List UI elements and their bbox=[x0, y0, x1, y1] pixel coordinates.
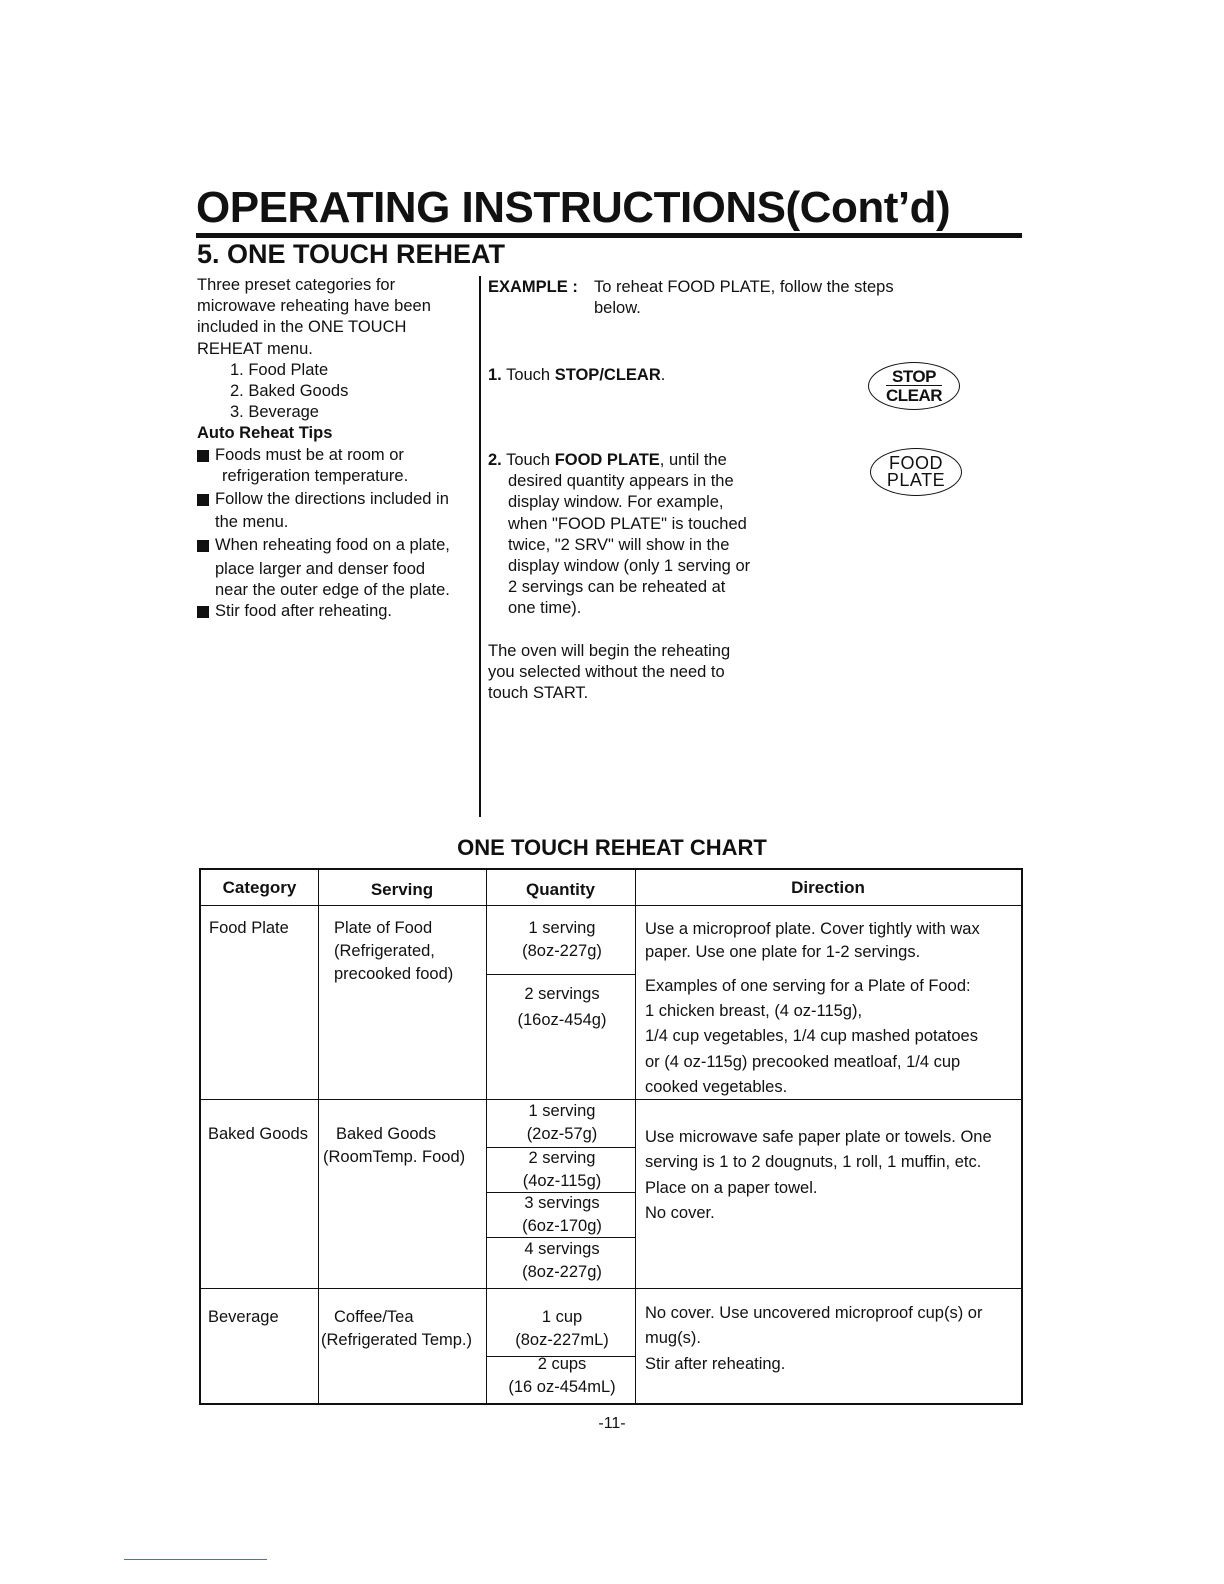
tip-item bbox=[197, 445, 475, 487]
reheat-chart-table bbox=[199, 868, 1023, 1405]
footer-rule bbox=[124, 1559, 267, 1560]
tip-item bbox=[197, 489, 475, 533]
quantity-cell: 2 serving (4oz-115g) bbox=[522, 1149, 602, 1190]
category-baked-goods: Baked Goods bbox=[208, 1125, 308, 1143]
direction-cell: Use a microproof plate. Cover tightly with wax paper. Use one plate for 1-2 servings. bbox=[645, 920, 980, 961]
serving-cell: Plate of Food (Refrigerated, precooked food) bbox=[334, 919, 454, 983]
tip-line: place larger and denser food bbox=[215, 559, 426, 578]
tip-line: Follow the directions included in bbox=[215, 490, 449, 509]
header-quantity: Quantity bbox=[526, 880, 595, 899]
key-label: CLEAR bbox=[885, 386, 943, 405]
step-line: one time). bbox=[508, 599, 582, 618]
step-line: desired quantity appears in the bbox=[508, 472, 734, 491]
step-line: display window (only 1 serving or bbox=[508, 557, 751, 576]
table-divider bbox=[486, 974, 635, 975]
closing-note bbox=[488, 641, 730, 705]
quantity-cell: 4 servings (8oz-227g) bbox=[522, 1240, 602, 1281]
step-key-name: FOOD PLATE bbox=[554, 451, 660, 469]
food-plate-key bbox=[870, 448, 962, 496]
step-text: Touch bbox=[506, 366, 555, 384]
column-divider bbox=[479, 276, 481, 817]
step-line: display window. For example, bbox=[508, 493, 724, 512]
closing-line: touch START. bbox=[488, 684, 589, 703]
category-food-plate: Food Plate bbox=[209, 919, 289, 937]
quantity-cell: 2 servings (16oz-454g) bbox=[517, 985, 607, 1029]
bullet-square-icon bbox=[197, 606, 209, 618]
step-2 bbox=[488, 450, 750, 620]
key-label: PLATE bbox=[886, 470, 946, 490]
bullet-square-icon bbox=[197, 540, 209, 552]
category-item: 2. Baked Goods bbox=[230, 382, 349, 401]
example-line: To reheat FOOD PLATE, follow the steps bbox=[594, 278, 894, 296]
header-category: Category bbox=[222, 878, 297, 897]
step-text: Touch bbox=[506, 451, 555, 469]
tip-line: the menu. bbox=[215, 513, 289, 532]
example-label: EXAMPLE : bbox=[488, 278, 578, 296]
serving-cell: Coffee/Tea (Refrigerated Temp.) bbox=[321, 1308, 473, 1349]
chart-title: ONE TOUCH REHEAT CHART bbox=[457, 835, 767, 860]
quantity-cell: 3 servings (6oz-170g) bbox=[522, 1194, 602, 1235]
tip-line: When reheating food on a plate, bbox=[215, 536, 450, 555]
stop-clear-key bbox=[868, 362, 960, 410]
tips-heading: Auto Reheat Tips bbox=[197, 424, 333, 443]
direction-cell: No cover. Use uncovered microproof cup(s) or mug(s). Stir after reheating. bbox=[645, 1304, 983, 1373]
step-key-name: STOP/CLEAR bbox=[554, 366, 661, 384]
tip-item bbox=[197, 601, 475, 622]
step-number: 2. bbox=[488, 451, 502, 469]
key-label: STOP bbox=[892, 367, 936, 386]
example-text bbox=[594, 277, 894, 319]
intro-line: REHEAT menu. bbox=[197, 339, 313, 358]
table-divider bbox=[635, 870, 636, 1403]
tip-line: Foods must be at room or bbox=[215, 445, 404, 464]
step-line: twice, "2 SRV" will show in the bbox=[508, 535, 730, 554]
quantity-cell: 1 cup (8oz-227mL) bbox=[515, 1308, 609, 1349]
category-beverage: Beverage bbox=[208, 1308, 279, 1326]
intro-column bbox=[197, 275, 475, 622]
tip-line: Stir food after reheating. bbox=[215, 602, 393, 621]
intro-line: microwave reheating have been bbox=[197, 297, 431, 316]
serving-cell: Baked Goods (RoomTemp. Food) bbox=[323, 1125, 466, 1166]
category-item: 1. Food Plate bbox=[230, 360, 329, 379]
bullet-square-icon bbox=[197, 494, 209, 506]
step-line: when "FOOD PLATE" is touched bbox=[508, 514, 747, 533]
page-title: OPERATING INSTRUCTIONS(Cont’d) bbox=[196, 183, 951, 232]
step-1 bbox=[488, 365, 665, 386]
key-label: FOOD bbox=[889, 453, 943, 473]
table-divider bbox=[318, 870, 319, 1403]
tip-line: near the outer edge of the plate. bbox=[215, 580, 450, 599]
step-number: 1. bbox=[488, 366, 502, 384]
step-text: . bbox=[660, 366, 666, 384]
quantity-cell: 1 serving (2oz-57g) bbox=[526, 1102, 598, 1143]
closing-line: The oven will begin the reheating bbox=[488, 642, 731, 660]
direction-cell: Examples of one serving for a Plate of Food: 1 chicken breast, (4 oz-115g), 1/4 cup vegetables, 1/4 cup mashed potatoes or (4 oz-115g) precooked meatloaf, 1/4 cup cooked vegetables. bbox=[645, 977, 978, 1096]
category-item: 3. Beverage bbox=[230, 403, 319, 422]
table-divider bbox=[201, 905, 1021, 906]
step-line: 2 servings can be reheated at bbox=[508, 578, 726, 597]
example-line: below. bbox=[594, 299, 641, 318]
page-number: -11- bbox=[598, 1415, 626, 1432]
intro-line: Three preset categories for bbox=[197, 276, 396, 294]
header-serving: Serving bbox=[370, 880, 434, 899]
quantity-cell: 2 cups (16 oz-454mL) bbox=[508, 1355, 616, 1396]
table-divider bbox=[201, 1288, 1021, 1289]
tip-line: refrigeration temperature. bbox=[222, 466, 409, 485]
step-text: , until the bbox=[659, 451, 727, 469]
tip-item bbox=[197, 535, 475, 601]
quantity-cell: 1 serving (8oz-227g) bbox=[522, 919, 602, 960]
closing-line: you selected without the need to bbox=[488, 663, 725, 682]
table-divider bbox=[486, 870, 487, 1403]
section-title: 5. ONE TOUCH REHEAT bbox=[197, 239, 506, 269]
intro-line: included in the ONE TOUCH bbox=[197, 318, 407, 337]
direction-cell: Use microwave safe paper plate or towels. One serving is 1 to 2 dougnuts, 1 roll, 1 muffin, etc. Place on a paper towel. No cover. bbox=[645, 1128, 992, 1222]
bullet-square-icon bbox=[197, 450, 209, 462]
header-direction: Direction bbox=[791, 878, 865, 897]
